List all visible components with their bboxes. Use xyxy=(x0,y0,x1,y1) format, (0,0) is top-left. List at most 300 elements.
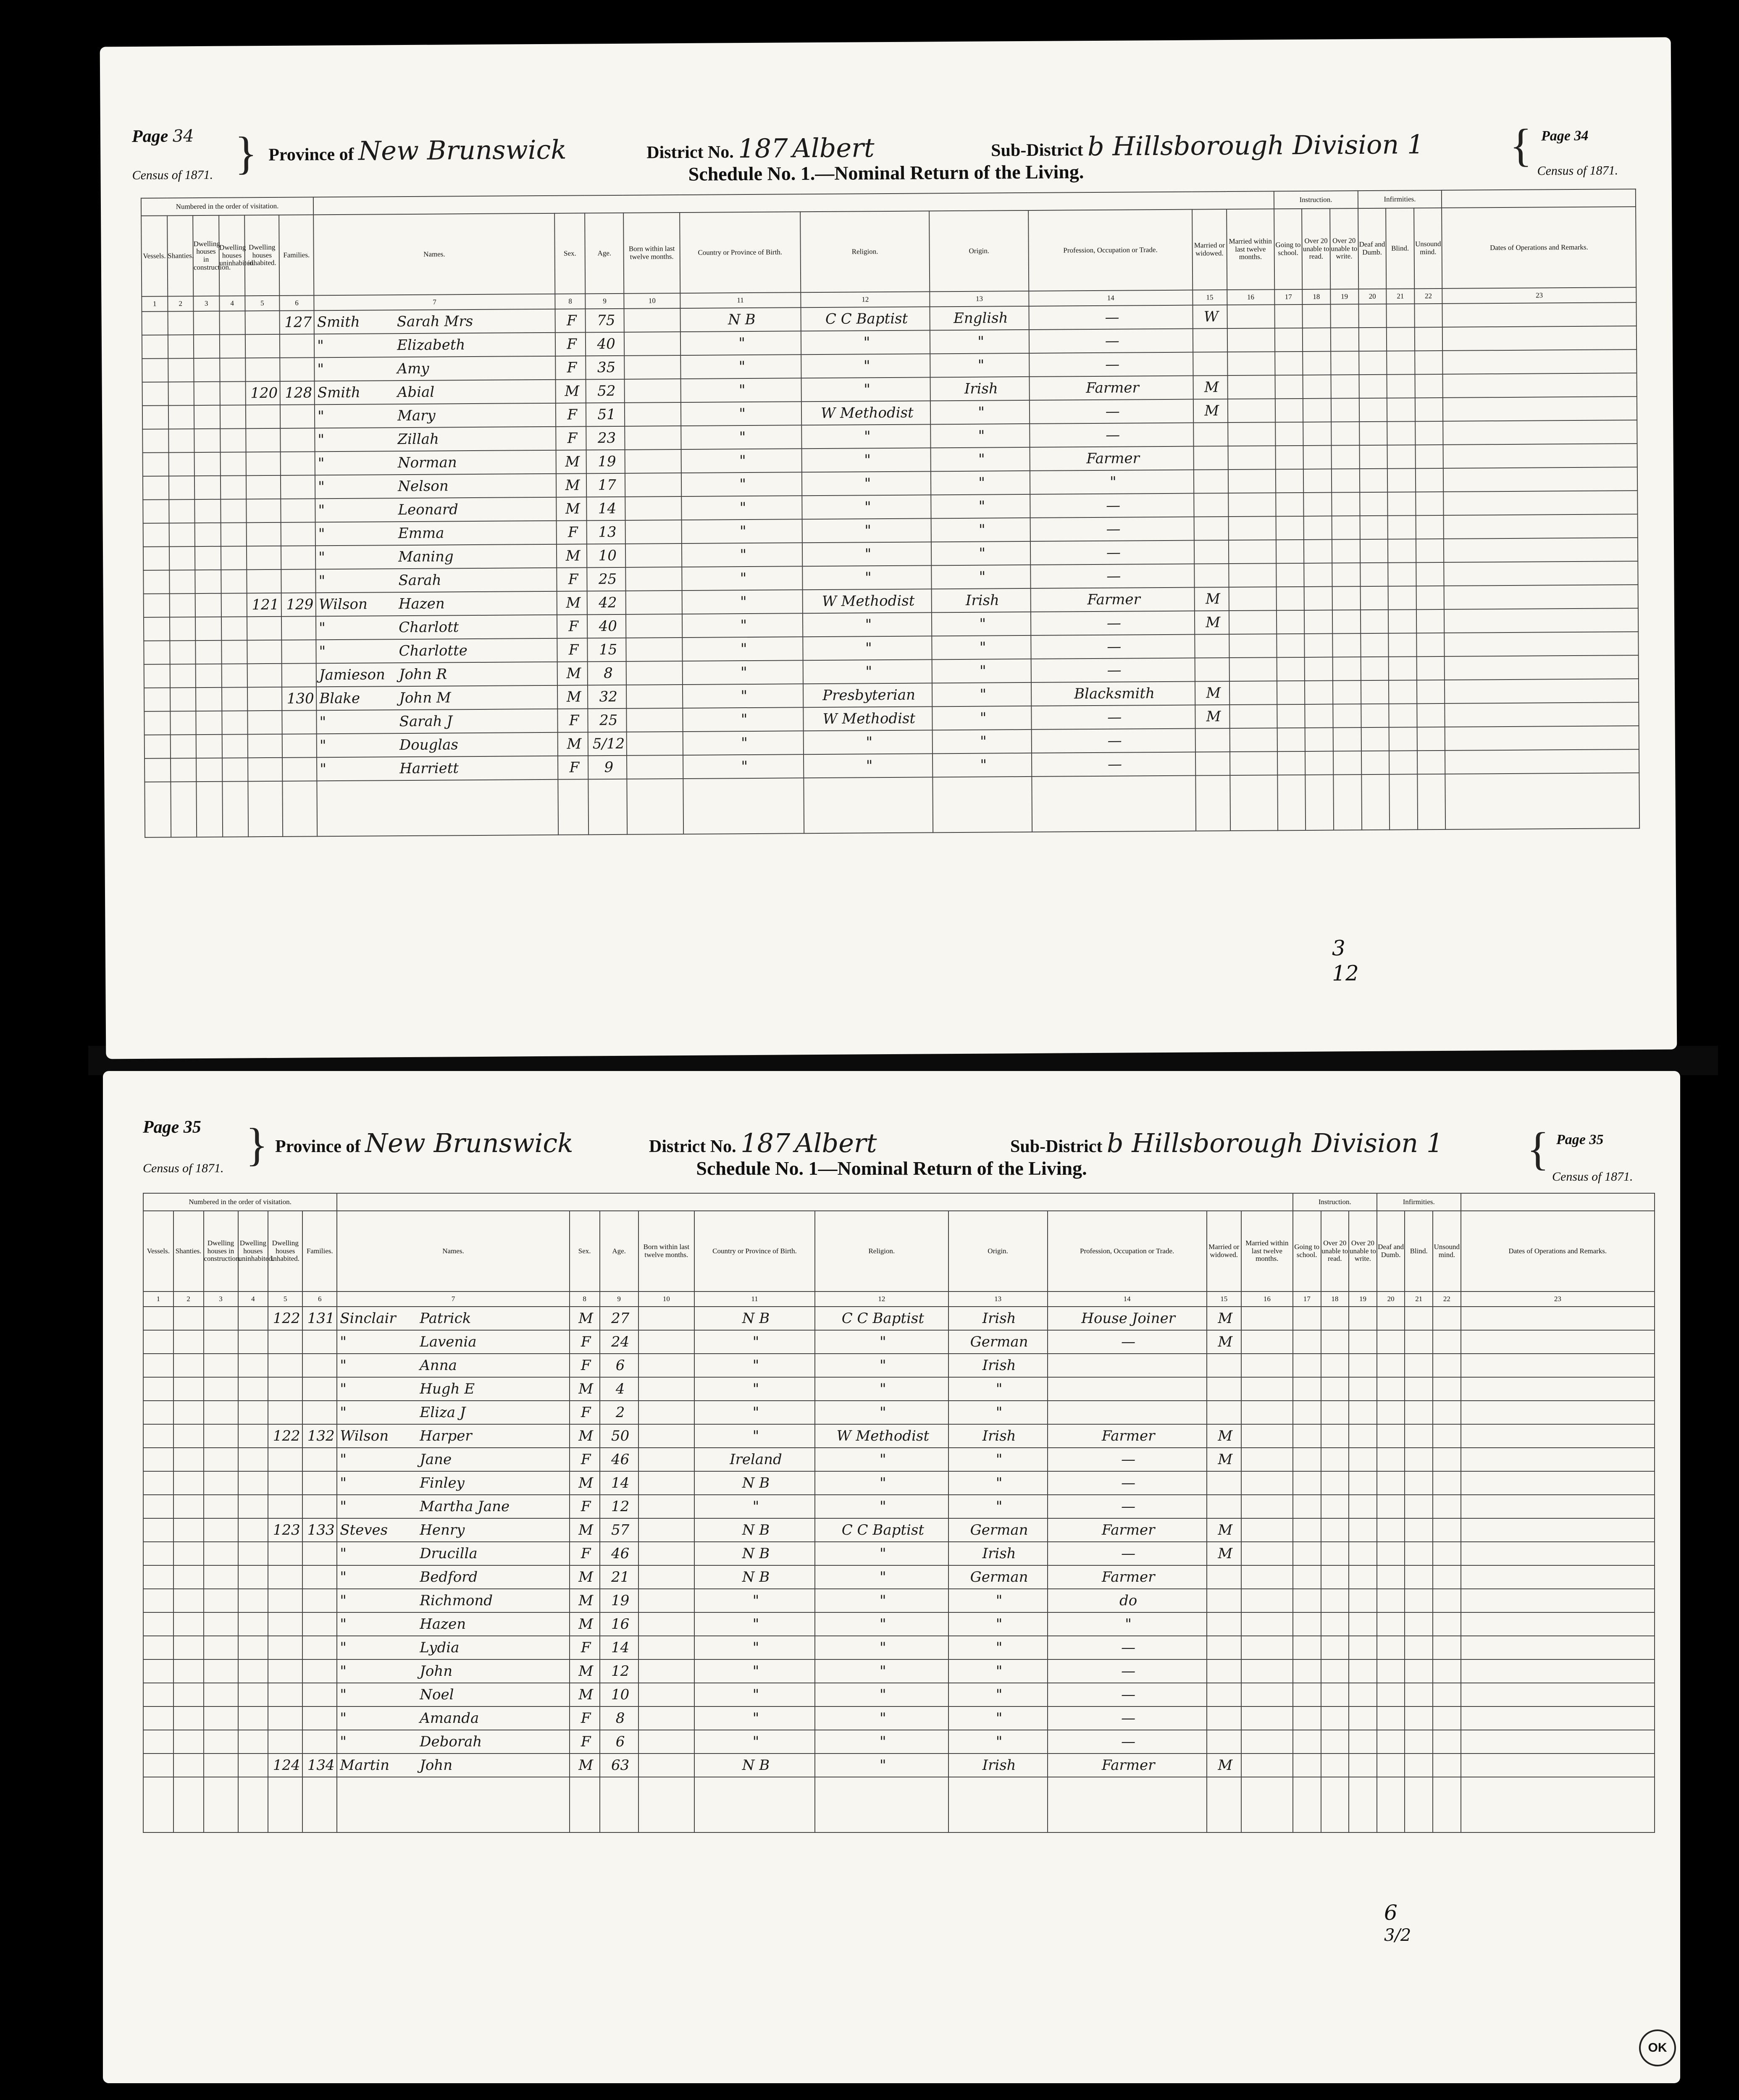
sex-cell: M xyxy=(557,662,588,685)
empty-cell xyxy=(204,1706,238,1730)
empty-cell xyxy=(196,664,222,688)
empty-cell xyxy=(933,777,1032,832)
fam-cell xyxy=(282,710,316,734)
surname: " xyxy=(340,1616,347,1633)
dw-cell xyxy=(247,570,281,593)
school-tally-2: 3/2 xyxy=(1384,1926,1411,1945)
empty-cell xyxy=(169,617,195,640)
name-cell xyxy=(316,615,557,640)
surname: " xyxy=(340,1663,347,1680)
fam-cell xyxy=(302,1448,337,1471)
column-header: Families. xyxy=(302,1211,337,1292)
empty-cell xyxy=(1405,1589,1433,1612)
empty-cell xyxy=(1333,774,1361,830)
empty-cell xyxy=(1377,1612,1405,1636)
empty-cell xyxy=(173,1471,204,1495)
empty-cell xyxy=(1321,1542,1349,1565)
empty-cell xyxy=(1304,634,1332,657)
empty-cell xyxy=(171,782,197,837)
fam-cell xyxy=(302,1542,337,1565)
census-year-label: Census of 1871. xyxy=(143,1161,224,1175)
name-cell xyxy=(316,638,557,664)
age-cell: 19 xyxy=(586,450,625,474)
empty-cell xyxy=(221,664,247,687)
given-name: Norman xyxy=(397,454,457,472)
age-cell: 52 xyxy=(586,379,625,403)
empty-cell xyxy=(1359,445,1387,469)
empty-cell xyxy=(1433,1448,1461,1471)
fam-cell xyxy=(281,616,316,640)
sex-cell: F xyxy=(557,520,587,544)
empty-cell xyxy=(194,382,220,405)
origin-cell: Irish xyxy=(948,1424,1048,1448)
dw-cell xyxy=(246,428,280,452)
birth-cell: N B xyxy=(694,1518,815,1542)
empty-cell xyxy=(1349,1589,1377,1612)
column-header: Deaf and Dumb. xyxy=(1377,1211,1405,1292)
empty-cell xyxy=(1332,516,1360,539)
empty-cell xyxy=(638,1330,694,1354)
origin-cell: " xyxy=(948,1401,1048,1424)
birth-cell: " xyxy=(681,449,801,473)
given-name: Mary xyxy=(397,407,436,425)
married-cell xyxy=(1193,328,1227,352)
empty-cell xyxy=(1321,1730,1349,1754)
name-cell xyxy=(315,544,557,570)
empty-cell xyxy=(144,758,171,782)
empty-cell xyxy=(1275,375,1303,399)
sex-cell: M xyxy=(570,1471,600,1495)
fam-cell xyxy=(280,357,314,381)
name-cell xyxy=(317,732,558,758)
religion-cell: C C Baptist xyxy=(815,1307,948,1330)
empty-cell xyxy=(1293,1471,1321,1495)
religion-cell: " xyxy=(803,612,932,637)
married-cell: M xyxy=(1207,1518,1241,1542)
subdistrict-field: Sub-District b Hillsborough Division 1 xyxy=(1010,1128,1443,1158)
column-header: Dwelling houses inhabited. xyxy=(268,1211,302,1292)
column-number: 8 xyxy=(570,1292,600,1307)
empty-cell xyxy=(204,1401,238,1424)
birth-cell: " xyxy=(681,519,802,543)
column-header: Sex. xyxy=(570,1211,600,1292)
empty-cell xyxy=(1461,1471,1655,1495)
empty-cell xyxy=(1229,728,1277,752)
married-cell: M xyxy=(1195,681,1229,705)
empty-cell xyxy=(625,379,681,403)
fam-cell xyxy=(302,1730,337,1754)
empty-cell xyxy=(1415,327,1443,351)
empty-cell xyxy=(1461,1683,1655,1706)
empty-cell xyxy=(143,1730,173,1754)
occupation-cell: — xyxy=(1032,729,1195,753)
column-number: 19 xyxy=(1330,289,1358,304)
empty-cell xyxy=(1461,1706,1655,1730)
religion-cell: " xyxy=(802,471,931,496)
dw-cell xyxy=(268,1683,302,1706)
empty-cell xyxy=(173,1636,204,1659)
empty-cell xyxy=(1276,563,1304,587)
column-header: Born within last twelve months. xyxy=(623,213,680,294)
column-number: 15 xyxy=(1193,290,1227,305)
empty-cell xyxy=(638,1401,694,1424)
sex-cell: M xyxy=(557,685,588,709)
empty-cell xyxy=(1405,1683,1433,1706)
empty-cell xyxy=(144,711,170,735)
occupation-cell: House Joiner xyxy=(1048,1307,1207,1330)
empty-cell xyxy=(1461,1401,1655,1424)
dw-cell xyxy=(246,475,281,499)
column-number: 1 xyxy=(143,1292,173,1307)
empty-cell xyxy=(624,308,680,332)
name-cell xyxy=(337,1330,570,1354)
empty-cell xyxy=(1389,680,1417,704)
empty-cell xyxy=(143,546,169,570)
dw-cell: 122 xyxy=(268,1307,302,1330)
empty-cell xyxy=(168,335,194,358)
empty-cell xyxy=(1293,1636,1321,1659)
empty-cell xyxy=(1293,1307,1321,1330)
empty-cell xyxy=(142,335,168,358)
married-cell: M xyxy=(1207,1307,1241,1330)
fam-cell xyxy=(282,757,317,781)
empty-cell xyxy=(1331,351,1359,375)
origin-cell: " xyxy=(931,565,1030,589)
occupation-cell: Farmer xyxy=(1048,1518,1207,1542)
empty-cell xyxy=(1360,586,1388,610)
instruction-group-header: Instruction. xyxy=(1274,191,1358,209)
surname: Wilson xyxy=(318,596,368,613)
empty-cell xyxy=(1433,1518,1461,1542)
column-number: 20 xyxy=(1377,1292,1405,1307)
empty-cell xyxy=(1229,681,1277,705)
empty-cell xyxy=(1359,398,1387,422)
column-number: 5 xyxy=(268,1292,302,1307)
surname: " xyxy=(318,502,325,519)
empty-cell xyxy=(196,711,222,735)
empty-cell xyxy=(1305,751,1333,775)
district-field: District No. 187 Albert xyxy=(649,1128,877,1158)
dw-cell xyxy=(268,1565,302,1589)
empty-cell xyxy=(143,1518,173,1542)
occupation-cell xyxy=(1048,1354,1207,1377)
empty-cell xyxy=(1377,1683,1405,1706)
column-header: Age. xyxy=(600,1211,638,1292)
table-row xyxy=(143,1589,1655,1612)
name-cell xyxy=(337,1612,570,1636)
name-cell xyxy=(315,497,557,522)
occupation-cell: — xyxy=(1030,564,1194,588)
left-brace: } xyxy=(234,127,257,179)
origin-cell: English xyxy=(930,306,1029,330)
married-cell xyxy=(1193,446,1228,470)
empty-cell xyxy=(144,664,170,688)
empty-cell xyxy=(1275,469,1303,493)
empty-cell xyxy=(1349,1495,1377,1518)
empty-cell xyxy=(638,1542,694,1565)
empty-cell xyxy=(238,1754,268,1777)
schedule-title: Schedule No. 1.—Nominal Return of the Living. xyxy=(688,161,1084,185)
column-header: Dates of Operations and Remarks. xyxy=(1461,1211,1655,1292)
empty-cell xyxy=(238,1448,268,1471)
birth-cell: " xyxy=(682,637,803,661)
right-brace: { xyxy=(1509,119,1532,171)
empty-cell xyxy=(1304,587,1332,610)
empty-cell xyxy=(638,1706,694,1730)
empty-cell xyxy=(1032,776,1195,832)
empty-cell xyxy=(1405,1612,1433,1636)
empty-cell xyxy=(1321,1754,1349,1777)
census-page-35 xyxy=(103,1071,1680,2083)
married-cell: M xyxy=(1193,375,1227,399)
empty-cell xyxy=(1416,492,1444,515)
empty-cell xyxy=(1405,1706,1433,1730)
fam-cell xyxy=(281,546,315,570)
origin-cell: " xyxy=(931,447,1030,471)
surname: " xyxy=(319,643,326,660)
empty-cell xyxy=(1405,1730,1433,1754)
sex-cell: M xyxy=(570,1589,600,1612)
given-name: Douglas xyxy=(399,736,459,754)
empty-cell xyxy=(143,1495,173,1518)
empty-cell xyxy=(222,781,248,837)
age-cell: 25 xyxy=(588,709,627,732)
empty-cell xyxy=(1293,1565,1321,1589)
fam-cell xyxy=(282,663,316,687)
column-header: Married or widowed. xyxy=(1192,209,1227,290)
occupation-cell: — xyxy=(1029,305,1193,330)
empty-cell xyxy=(170,664,196,688)
sex-cell: M xyxy=(570,1424,600,1448)
sex-cell: M xyxy=(556,473,586,497)
origin-cell: " xyxy=(948,1683,1048,1706)
empty-cell xyxy=(1349,1377,1377,1401)
column-number: 10 xyxy=(638,1292,694,1307)
table-row xyxy=(143,1518,1655,1542)
empty-cell xyxy=(1305,728,1333,751)
empty-cell xyxy=(1461,1307,1655,1330)
empty-cell xyxy=(1321,1377,1349,1401)
name-cell xyxy=(337,1706,570,1730)
empty-cell xyxy=(143,1354,173,1377)
empty-cell xyxy=(204,1495,238,1518)
empty-cell xyxy=(1331,398,1359,422)
fam-cell xyxy=(302,1659,337,1683)
occupation-cell: — xyxy=(1030,517,1194,541)
empty-cell xyxy=(1207,1777,1241,1832)
empty-cell xyxy=(220,428,246,452)
surname: " xyxy=(340,1357,347,1374)
empty-cell xyxy=(221,617,247,640)
empty-cell xyxy=(627,755,683,779)
occupation-cell: — xyxy=(1032,752,1195,777)
empty-cell xyxy=(204,1542,238,1565)
empty-cell xyxy=(143,1401,173,1424)
empty-cell xyxy=(1333,680,1361,704)
name-cell xyxy=(314,356,556,381)
origin-cell: Irish xyxy=(948,1542,1048,1565)
column-header: Over 20 unable to write. xyxy=(1330,208,1358,289)
given-name: Henry xyxy=(420,1522,465,1538)
empty-cell xyxy=(196,735,222,758)
empty-cell xyxy=(1433,1542,1461,1565)
surname: " xyxy=(318,549,325,566)
given-name: Charlott xyxy=(399,619,459,636)
census-table xyxy=(143,1193,1655,1833)
empty-cell xyxy=(1241,1542,1293,1565)
married-cell xyxy=(1207,1401,1241,1424)
occupation-cell: — xyxy=(1031,658,1195,682)
surname: " xyxy=(319,737,326,754)
empty-cell xyxy=(196,782,222,837)
column-number: 3 xyxy=(204,1292,238,1307)
empty-cell xyxy=(1461,1330,1655,1354)
empty-cell xyxy=(1389,656,1417,680)
given-name: Hazen xyxy=(398,595,445,613)
name-cell xyxy=(337,1307,570,1330)
married-cell: M xyxy=(1207,1330,1241,1354)
empty-cell xyxy=(1276,587,1304,610)
empty-cell xyxy=(1293,1730,1321,1754)
empty-cell xyxy=(1444,491,1638,515)
empty-cell xyxy=(1293,1612,1321,1636)
empty-cell xyxy=(1333,704,1361,727)
occupation-cell: " xyxy=(1048,1612,1207,1636)
column-number: 5 xyxy=(245,296,279,311)
empty-cell xyxy=(317,780,558,837)
column-header: Dwelling houses uninhabited. xyxy=(238,1211,268,1292)
empty-cell xyxy=(1332,539,1360,563)
dw-cell xyxy=(246,499,281,522)
age-cell: 19 xyxy=(600,1589,638,1612)
occupation-cell: — xyxy=(1048,1471,1207,1495)
surname: Jamieson xyxy=(319,666,385,684)
empty-cell xyxy=(195,523,221,546)
married-cell xyxy=(1194,540,1229,564)
fam-cell xyxy=(302,1377,337,1401)
origin-cell: " xyxy=(931,494,1030,518)
religion-cell: " xyxy=(801,354,930,378)
occupation-cell: — xyxy=(1048,1706,1207,1730)
empty-cell xyxy=(1360,539,1388,563)
empty-cell xyxy=(221,546,247,570)
empty-cell xyxy=(1321,1424,1349,1448)
empty-cell xyxy=(1321,1612,1349,1636)
empty-cell xyxy=(627,732,683,756)
empty-cell xyxy=(1275,446,1303,469)
religion-cell: " xyxy=(815,1754,948,1777)
table-row xyxy=(143,1354,1655,1377)
married-cell xyxy=(1207,1659,1241,1683)
empty-cell xyxy=(1433,1589,1461,1612)
empty-cell xyxy=(1241,1377,1293,1401)
empty-cell xyxy=(1433,1565,1461,1589)
married-cell xyxy=(1194,493,1228,517)
dw-cell xyxy=(247,522,281,546)
empty-cell xyxy=(1229,610,1277,634)
married-cell xyxy=(1207,1683,1241,1706)
empty-cell xyxy=(1461,1354,1655,1377)
origin-cell: " xyxy=(930,400,1030,424)
name-cell xyxy=(337,1683,570,1706)
empty-cell xyxy=(1377,1542,1405,1565)
empty-cell xyxy=(1303,446,1332,469)
column-header: Origin. xyxy=(948,1211,1048,1292)
age-cell: 32 xyxy=(588,685,627,709)
fam-cell: 127 xyxy=(280,310,314,334)
surname: " xyxy=(340,1592,347,1609)
surname: " xyxy=(340,1404,347,1421)
birth-cell: " xyxy=(682,566,802,591)
surname: " xyxy=(340,1545,347,1562)
empty-cell xyxy=(1333,751,1361,774)
column-number: 18 xyxy=(1321,1292,1349,1307)
empty-cell xyxy=(625,473,681,497)
empty-cell xyxy=(1304,516,1332,540)
empty-cell xyxy=(204,1589,238,1612)
empty-cell xyxy=(1461,1589,1655,1612)
empty-cell xyxy=(1241,1612,1293,1636)
empty-cell xyxy=(173,1612,204,1636)
age-cell: 6 xyxy=(600,1730,638,1754)
table-row xyxy=(143,1471,1655,1495)
empty-cell xyxy=(173,1565,204,1589)
religion-cell: W Methodist xyxy=(815,1424,948,1448)
column-header: Names. xyxy=(313,213,555,296)
dw-cell: 120 xyxy=(246,381,280,405)
empty-cell xyxy=(1195,775,1230,831)
empty-cell xyxy=(1415,351,1443,374)
empty-cell xyxy=(1444,514,1638,539)
occupation-cell: Blacksmith xyxy=(1031,682,1195,706)
empty-cell xyxy=(1048,1777,1207,1832)
surname: " xyxy=(318,408,324,425)
empty-cell xyxy=(1433,1683,1461,1706)
column-number: 16 xyxy=(1227,289,1274,305)
visitation-group-header: Numbered in the order of visitation. xyxy=(143,1193,337,1211)
column-number: 11 xyxy=(694,1292,815,1307)
married-cell xyxy=(1207,1730,1241,1754)
empty-cell xyxy=(638,1518,694,1542)
empty-cell xyxy=(1358,304,1387,328)
empty-cell xyxy=(168,311,194,335)
empty-cell xyxy=(1445,655,1639,680)
column-number: 15 xyxy=(1207,1292,1241,1307)
surname: " xyxy=(340,1498,347,1515)
given-name: John M xyxy=(399,689,451,707)
empty-cell xyxy=(204,1612,238,1636)
empty-cell xyxy=(1275,422,1303,446)
table-row xyxy=(143,1424,1655,1448)
occupation-cell: — xyxy=(1030,541,1194,565)
fam-cell xyxy=(280,334,314,357)
empty-cell xyxy=(1303,304,1331,328)
given-name: John R xyxy=(399,666,447,683)
empty-cell xyxy=(1349,1659,1377,1683)
dw-cell xyxy=(247,687,282,711)
empty-cell xyxy=(1377,1471,1405,1495)
empty-cell xyxy=(173,1659,204,1683)
birth-cell: " xyxy=(680,402,801,426)
occupation-cell: — xyxy=(1048,1659,1207,1683)
empty-cell xyxy=(1227,375,1275,399)
empty-cell xyxy=(1433,1706,1461,1730)
age-cell: 15 xyxy=(587,638,626,662)
surname: " xyxy=(320,761,327,778)
dw-cell: 124 xyxy=(268,1754,302,1777)
empty-cell xyxy=(1389,727,1417,751)
empty-cell xyxy=(638,1565,694,1589)
